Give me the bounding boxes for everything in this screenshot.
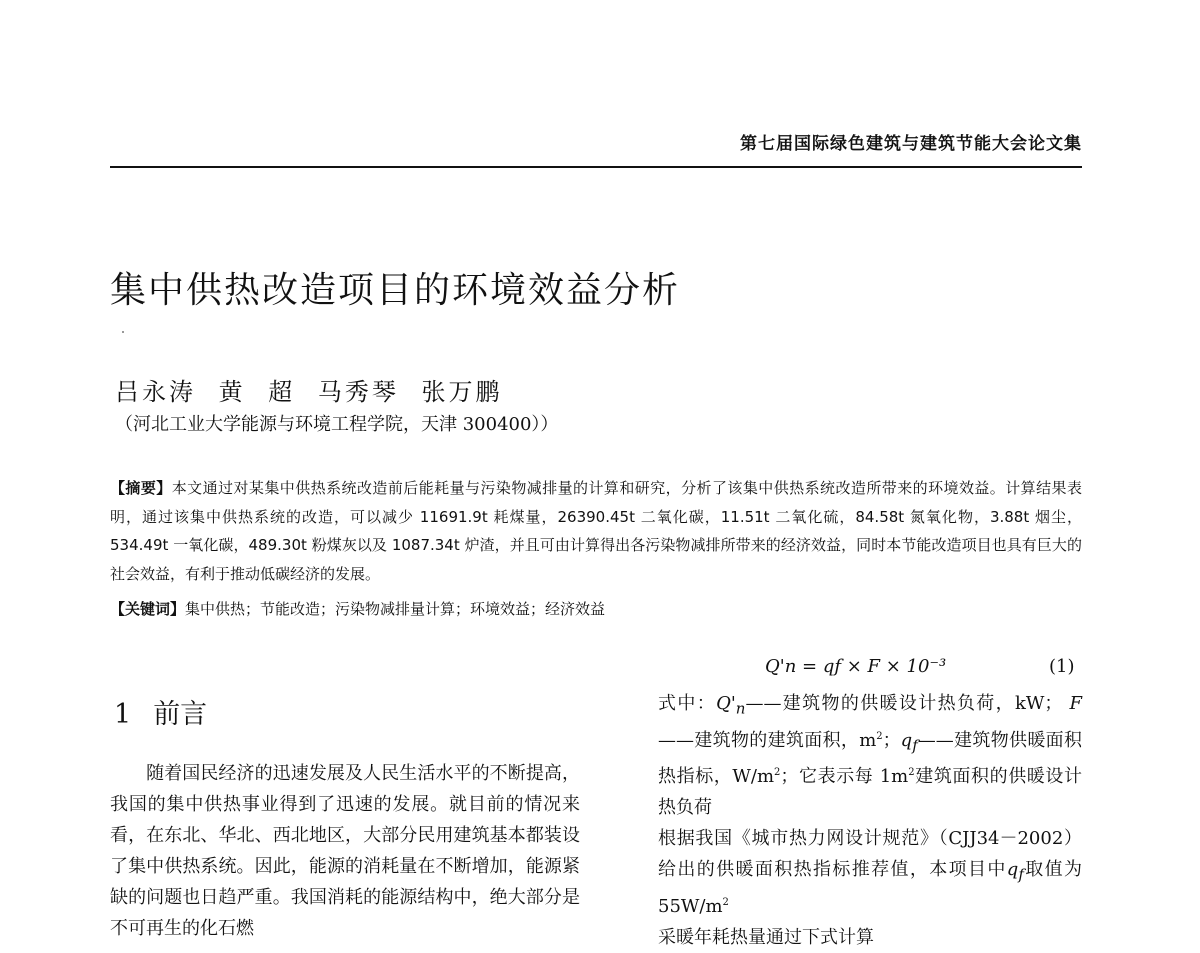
equation-1: Q'n = qf × F × 10⁻³	[765, 656, 947, 677]
affiliation: （河北工业大学能源与环境工程学院，天津 300400））	[115, 414, 559, 435]
left-column-paragraph	[110, 758, 580, 944]
meaning-tail: 建筑面积的供暖设计热负荷	[658, 766, 1083, 819]
standard-text-a: 根据我国《城市热力网设计规范》（CJJ34－2002）给出的供暖面积热指标推荐值，本项目中	[658, 828, 1082, 881]
right-column	[618, 688, 1082, 953]
section-title: 前言	[153, 699, 208, 730]
where-intro: 式中：	[658, 693, 717, 714]
paper-title: 集中供热改造项目的环境效益分析	[110, 270, 681, 311]
section-number: 1	[114, 699, 132, 730]
equation-number: (1)	[1049, 656, 1075, 677]
where-paragraph: 式中：$Q'_n——$建筑物的供暖设计热负荷，kW； F——建筑物的建筑面积，$m^2$；$q_f——$建筑物供暖面积热指标，$W/m^2$；它表示每 $1m^2$建筑面积的供暖设计热负荷	[658, 693, 1083, 819]
author-list: 吕永涛 黄 超 马秀琴 张万鹏	[115, 378, 503, 406]
meaning-text: ；它表示每 1m	[780, 766, 909, 788]
annual-heat-paragraph: 采暖年耗热量通过下式计算	[658, 926, 874, 948]
abstract-text: 本文通过对某集中供热系统改造前后能耗量与污染物减排量的计算和研究，分析了该集中供热系统改造所带来的环境效益。计算结果表明，通过该集中供热系统的改造，可以减少 11691.9t 耗煤量，26390.45t 二氧化碳，11.51t 二氧化硫，84.58t 氮氧化物，3.88t 烟尘，534.49t 一氧化碳，489.30t 粉煤灰以及 1087.34t 炉渣，并且可由计算得出各污染物减排所带来的经济效益，同时本节能改造项目也具有巨大的社会效益，有利于推动低碳经济的发展。	[110, 479, 1082, 583]
standard-text-b: 取值为 55W/m	[658, 859, 1083, 917]
journal-header: 第七届国际绿色建筑与建筑节能大会论文集	[740, 134, 1082, 154]
intro-paragraph: 随着国民经济的迅速发展及人民生活水平的不断提高，我国的集中供热事业得到了迅速的发展。就目前的情况来看，在东北、华北、西北地区，大部分民用建筑基本都装设了集中供热系统。因此，能源的消耗量在不断增加，能源紧缺的问题也日趋严重。我国消耗的能源结构中，绝大部分是不可再生的化石燃	[110, 763, 580, 939]
qf-definition: ——建筑物供暖面积热指标，W/m	[658, 729, 1082, 788]
abstract	[110, 474, 1082, 588]
keywords-text: 集中供热；节能改造；污染物减排量计算；环境效益；经济效益	[185, 600, 606, 618]
header-divider	[110, 166, 1082, 168]
keywords	[110, 598, 1082, 619]
scan-speck	[122, 331, 124, 333]
abstract-tag: 【摘要】	[110, 479, 172, 497]
f-definition: ——建筑物的建筑面积，m	[658, 729, 877, 751]
section-heading	[114, 692, 207, 731]
keywords-tag: 【关键词】	[110, 600, 186, 618]
q-definition: ——建筑物的供暖设计热负荷，kW；	[745, 693, 1063, 714]
standard-paragraph: 根据我国《城市热力网设计规范》（CJJ34－2002）给出的供暖面积热指标推荐值，本项目中$q_f$取值为 $55W/m^2$	[658, 828, 1083, 917]
